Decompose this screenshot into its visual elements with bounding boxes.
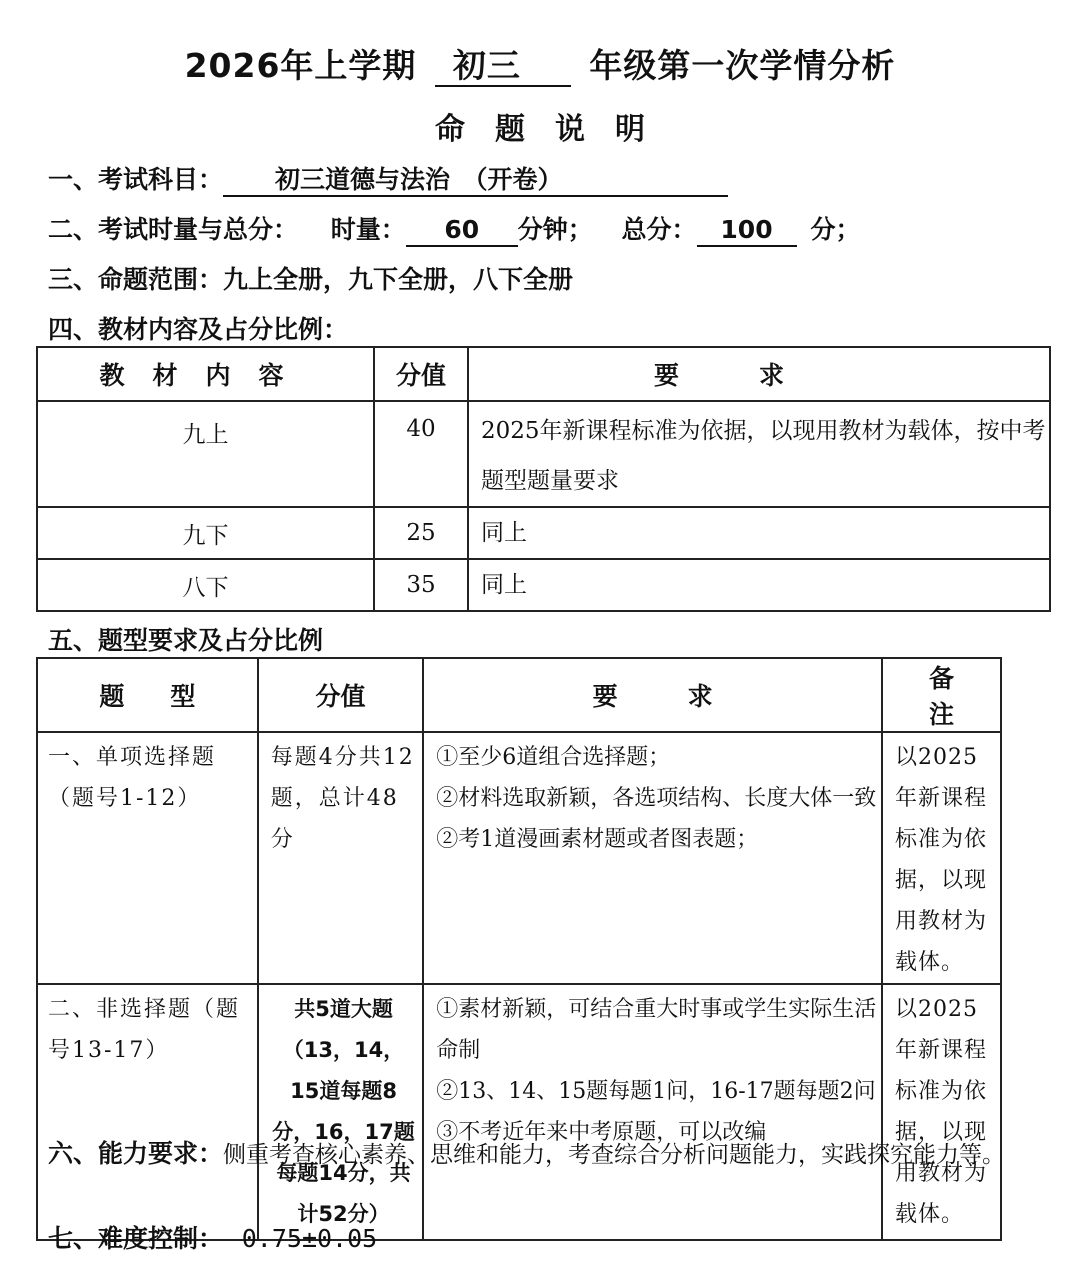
table-row xyxy=(37,732,1001,984)
title-term: 2026年上学期 xyxy=(184,46,417,85)
table-row xyxy=(37,507,1050,559)
time-score-label: 二、考试时量与总分： xyxy=(48,215,299,244)
table-row xyxy=(37,401,1050,507)
header-type: 题型 xyxy=(37,658,258,732)
requirement-line: ①素材新颖，可结合重大时事或学生实际生活命制 xyxy=(436,997,877,1063)
note-cell: 以2025年新课程标准为依据，以现用教材为载体。 xyxy=(882,732,1001,984)
subject-value: 初三道德与法治 （开卷） xyxy=(223,165,728,197)
requirement-line: ①至少6道组合选择题； xyxy=(436,745,671,770)
section-content-ratio: 四、教材内容及占分比例： xyxy=(48,315,349,344)
page-title xyxy=(0,40,1080,87)
title-suffix: 年级第一次学情分析 xyxy=(589,46,896,85)
requirement-cell xyxy=(423,732,882,984)
requirement-cell: 同上 xyxy=(468,507,1050,559)
header-note: 备注 xyxy=(882,658,1001,732)
section-subject xyxy=(48,160,728,197)
content-cell: 九上 xyxy=(37,401,374,507)
requirement-line: ②13、14、15题每题1问，16-17题每题2问 xyxy=(436,1079,876,1104)
header-score: 分值 xyxy=(258,658,423,732)
score-cell: 35 xyxy=(374,559,468,611)
content-ratio-table xyxy=(36,346,1051,612)
type-cell: 二、非选择题（题号13-17） xyxy=(37,984,258,1240)
header-requirement: 要求 xyxy=(423,658,882,732)
score-cell: 40 xyxy=(374,401,468,507)
time-unit: 分钟； xyxy=(517,215,593,244)
scope-value: 九上全册，九下全册，八下全册 xyxy=(223,265,574,294)
score-unit: 分； xyxy=(810,215,861,244)
ability-label: 六、能力要求： xyxy=(48,1139,224,1168)
scope-label: 三、命题范围： xyxy=(48,265,224,294)
section-question-types: 五、题型要求及占分比例 xyxy=(48,626,324,655)
score-cell: 25 xyxy=(374,507,468,559)
score-cell: 共5道大题（13，14，15道每题8分，16，17题每题14分，共计52分） xyxy=(258,984,423,1240)
table-header-row xyxy=(37,658,1001,732)
content-cell: 八下 xyxy=(37,559,374,611)
note-cell: 以2025年新课程标准为依据，以现用教材为载体。 xyxy=(882,984,1001,1240)
section-scope xyxy=(48,260,573,296)
ability-value: 侧重考查核心素养、思维和能力，考查综合分析问题能力，实践探究能力等。 xyxy=(223,1142,1006,1168)
requirement-line: ②考1道漫画素材题或者图表题； xyxy=(436,827,759,852)
subject-label: 一、考试科目： xyxy=(48,165,224,194)
header-content: 教材内容 xyxy=(37,347,374,401)
section-ability xyxy=(48,1135,1008,1174)
type-cell: 一、单项选择题（题号1-12） xyxy=(37,732,258,984)
requirement-cell: 同上 xyxy=(468,559,1050,611)
section-difficulty xyxy=(48,1219,377,1255)
header-score: 分值 xyxy=(374,347,468,401)
time-value: 60 xyxy=(406,215,518,247)
score-cell: 每题4分共12题，总计48分 xyxy=(258,732,423,984)
difficulty-label: 七、难度控制： xyxy=(48,1224,224,1253)
requirement-line: ③不考近年来中考原题，可以改编 xyxy=(436,1120,767,1145)
title-grade-blank: 初三 xyxy=(435,47,571,87)
requirement-cell xyxy=(423,984,882,1240)
time-label: 时量： xyxy=(330,215,406,244)
table-row xyxy=(37,559,1050,611)
score-label: 总分： xyxy=(621,215,697,244)
table-row xyxy=(37,984,1001,1240)
requirement-cell: 2025年新课程标准为依据，以现用教材为载体，按中考题型题量要求 xyxy=(468,401,1050,507)
content-cell: 九下 xyxy=(37,507,374,559)
table-header-row xyxy=(37,347,1050,401)
requirement-line: ②材料选取新颖，各选项结构、长度大体一致 xyxy=(436,786,877,811)
difficulty-value: 0.75±0.05 xyxy=(241,1224,378,1253)
page-subtitle: 命题说明 xyxy=(435,112,675,147)
score-value: 100 xyxy=(697,215,797,247)
section-time-score xyxy=(48,210,861,247)
header-requirement: 要求 xyxy=(468,347,1050,401)
